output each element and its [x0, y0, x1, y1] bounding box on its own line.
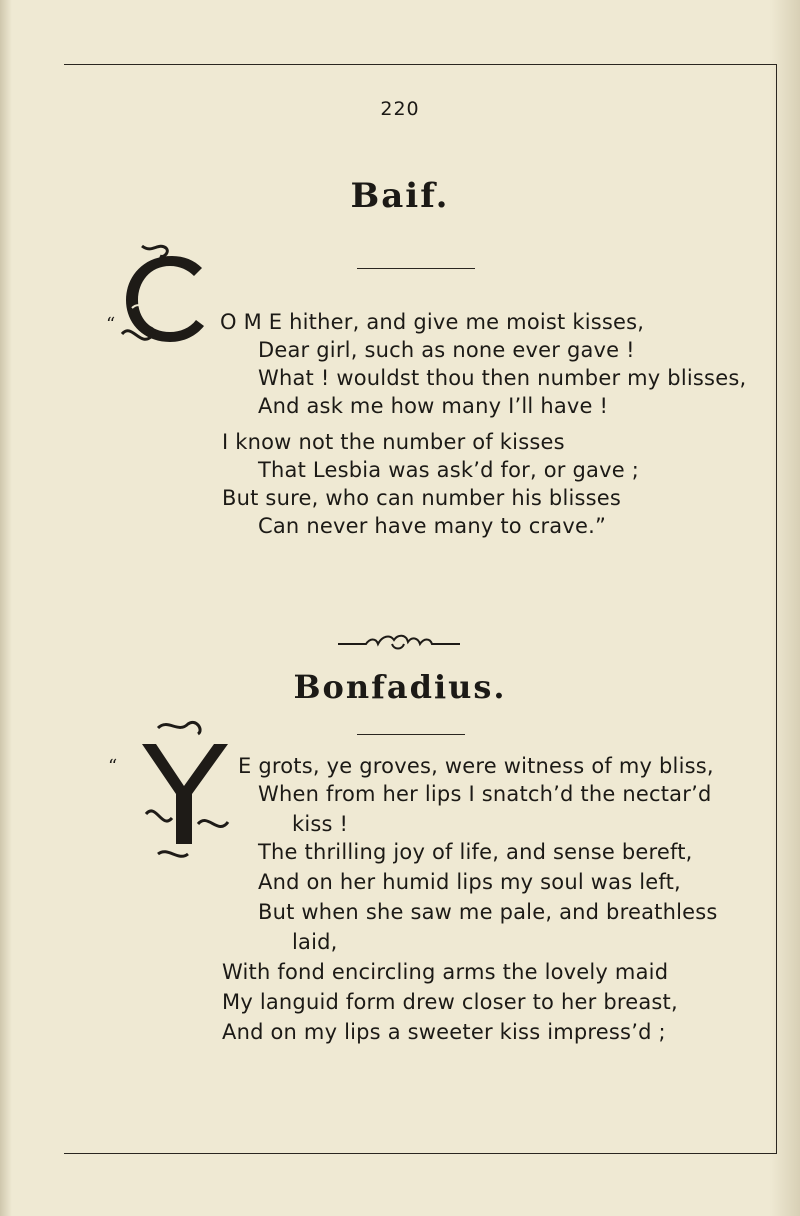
poem-line: But when she saw me pale, and breathless — [258, 900, 718, 924]
poem-line: kiss ! — [292, 812, 349, 836]
poem-line: With fond encircling arms the lovely maid — [222, 960, 669, 984]
page-number: 220 — [380, 98, 420, 120]
title-rule — [357, 268, 475, 269]
poem-line: O M E hither, and give me moist kisses, — [220, 310, 645, 334]
opening-quote: “ — [106, 314, 116, 335]
opening-quote: “ — [108, 756, 118, 777]
poem-line: I know not the number of kisses — [222, 430, 565, 454]
poem-line: My languid form drew closer to her breast, — [222, 990, 678, 1014]
poem-line: Can never have many to crave.” — [258, 514, 607, 538]
poem-line: laid, — [292, 930, 338, 954]
poem-line: But sure, who can number his blisses — [222, 486, 622, 510]
title-rule — [357, 734, 465, 735]
poem-line: Dear girl, such as none ever gave ! — [258, 338, 635, 362]
poem-line: And on my lips a sweeter kiss impress’d ; — [222, 1020, 666, 1044]
poem-title-bonfadius: Bonfadius. — [293, 668, 507, 706]
poem-line: That Lesbia was ask’d for, or gave ; — [258, 458, 640, 482]
poem-title-baif: Baif. — [350, 176, 450, 216]
poem-line: The thrilling joy of life, and sense bereft, — [258, 840, 693, 864]
ornate-initial-c-icon — [112, 238, 216, 358]
poem-line: E grots, ye groves, were witness of my bliss, — [238, 754, 714, 778]
poem-line: And ask me how many I’ll have ! — [258, 394, 609, 418]
poem-line: And on her humid lips my soul was left, — [258, 870, 681, 894]
ornate-initial-y-icon — [128, 714, 240, 864]
poem-line: When from her lips I snatch’d the nectar’d — [258, 782, 712, 806]
poem-line: What ! wouldst thou then number my blisses, — [258, 366, 747, 390]
ornament-flourish-icon — [336, 630, 462, 656]
